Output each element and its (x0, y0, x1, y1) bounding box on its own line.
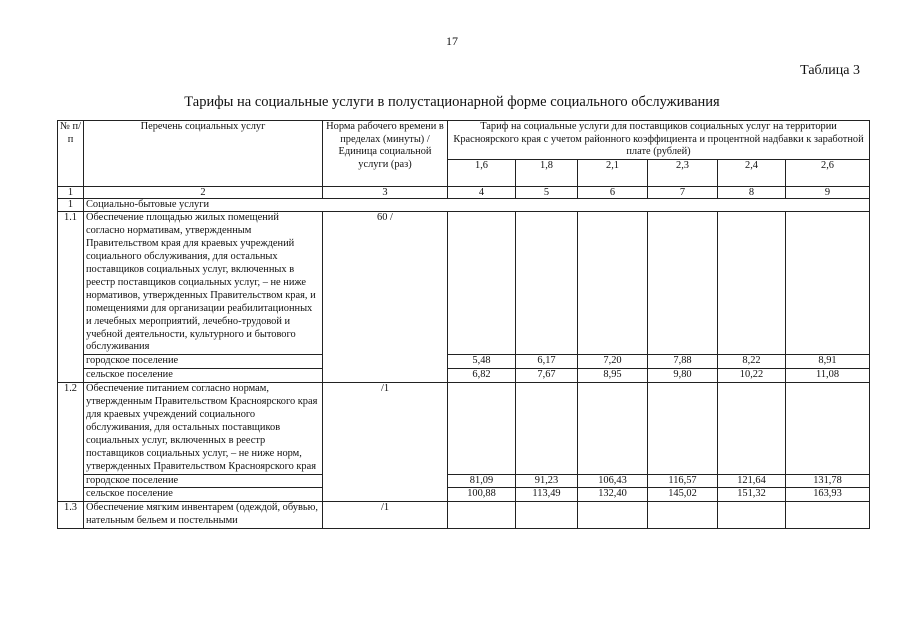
colnum-cell: 1 (58, 186, 84, 198)
tariff-value: 116,57 (648, 474, 718, 488)
colnum-cell: 3 (323, 186, 448, 198)
tariff-value: 10,22 (718, 369, 786, 383)
service-name: Обеспечение мягким инвентарем (одеждой, обувью, нательным бельем и постельными (84, 502, 323, 529)
table-row (58, 502, 870, 529)
colnum-cell: 6 (578, 186, 648, 198)
tariff-value: 8,91 (786, 355, 870, 369)
row-no: 1.2 (58, 383, 84, 502)
column-numbers-row (58, 186, 870, 198)
tariff-value: 132,40 (578, 488, 648, 502)
colnum-cell: 9 (786, 186, 870, 198)
header-row (58, 121, 870, 160)
tariff-value: 106,43 (578, 474, 648, 488)
tariff-value: 121,64 (718, 474, 786, 488)
document-title: Тарифы на социальные услуги в полустационарной форме социального обслуживания (184, 94, 720, 110)
colnum-cell: 5 (516, 186, 578, 198)
colnum-cell: 8 (718, 186, 786, 198)
coef-cell: 2,6 (786, 159, 870, 186)
section-no: 1 (58, 198, 84, 212)
tariff-value: 7,67 (516, 369, 578, 383)
coef-cell: 1,8 (516, 159, 578, 186)
service-name: Обеспечение площадью жилых помещений согласно нормативам, утвержденным Правительством края для краевых учреждений социального обслуживания, для остальных поставщиков социальных услуг, включенных в реестр поставщиков социальных услуг, – не ниже нормативов, утвержденных Правительством края, и помещениями для организации реабилитационных и лечебных мероприятий, лечебно-трудовой и учебной деятельности, культурного и бытового обслуживания (84, 212, 323, 355)
table-label: Таблица 3 (800, 63, 860, 78)
section-row (58, 198, 870, 212)
rural-label: сельское поселение (84, 369, 323, 383)
colnum-cell: 7 (648, 186, 718, 198)
table-row (58, 383, 870, 474)
tariff-value: 91,23 (516, 474, 578, 488)
tariff-value: 8,95 (578, 369, 648, 383)
tariff-value: 6,17 (516, 355, 578, 369)
header-no: № п/п (58, 121, 84, 187)
tariff-value: 151,32 (718, 488, 786, 502)
coef-cell: 2,1 (578, 159, 648, 186)
service-norm: 60 / (323, 212, 448, 383)
header-norm: Норма рабочего времени в пределах (минуты) / Единица социальной услуги (раз) (323, 121, 448, 187)
row-no: 1.3 (58, 502, 84, 529)
colnum-cell: 4 (448, 186, 516, 198)
tariff-value: 100,88 (448, 488, 516, 502)
tariff-value: 5,48 (448, 355, 516, 369)
urban-label: городское поселение (84, 355, 323, 369)
tariff-value: 81,09 (448, 474, 516, 488)
service-norm: /1 (323, 383, 448, 502)
tariff-value: 8,22 (718, 355, 786, 369)
tariff-value: 163,93 (786, 488, 870, 502)
tariff-value: 7,20 (578, 355, 648, 369)
row-no: 1.1 (58, 212, 84, 383)
tariff-value: 7,88 (648, 355, 718, 369)
tariff-value: 11,08 (786, 369, 870, 383)
table-row (58, 474, 870, 488)
tariff-value: 131,78 (786, 474, 870, 488)
service-name: Обеспечение питанием согласно нормам, утвержденным Правительством Красноярского края для краевых учреждений социального обслуживания, для остальных поставщиков социальных услуг, включенных в реестр поставщиков социальных услуг, – не ниже норм, утвержденных Правительством Красноярского края (84, 383, 323, 474)
urban-label: городское поселение (84, 474, 323, 488)
header-services: Перечень социальных услуг (84, 121, 323, 187)
coef-cell: 1,6 (448, 159, 516, 186)
tariff-value: 6,82 (448, 369, 516, 383)
colnum-cell: 2 (84, 186, 323, 198)
table-row (58, 488, 870, 502)
table-row (58, 369, 870, 383)
tariff-table (57, 120, 870, 529)
coef-cell: 2,3 (648, 159, 718, 186)
rural-label: сельское поселение (84, 488, 323, 502)
tariff-value: 113,49 (516, 488, 578, 502)
page-number: 17 (446, 34, 458, 48)
service-norm: /1 (323, 502, 448, 529)
table-row (58, 355, 870, 369)
table-row (58, 212, 870, 355)
header-tariff: Тариф на социальные услуги для поставщиков социальных услуг на территории Красноярского края с учетом районного коэффициента и процентной надбавки к заработной плате (рублей) (448, 121, 870, 160)
coef-cell: 2,4 (718, 159, 786, 186)
section-name: Социально-бытовые услуги (84, 198, 870, 212)
tariff-value: 9,80 (648, 369, 718, 383)
tariff-value: 145,02 (648, 488, 718, 502)
